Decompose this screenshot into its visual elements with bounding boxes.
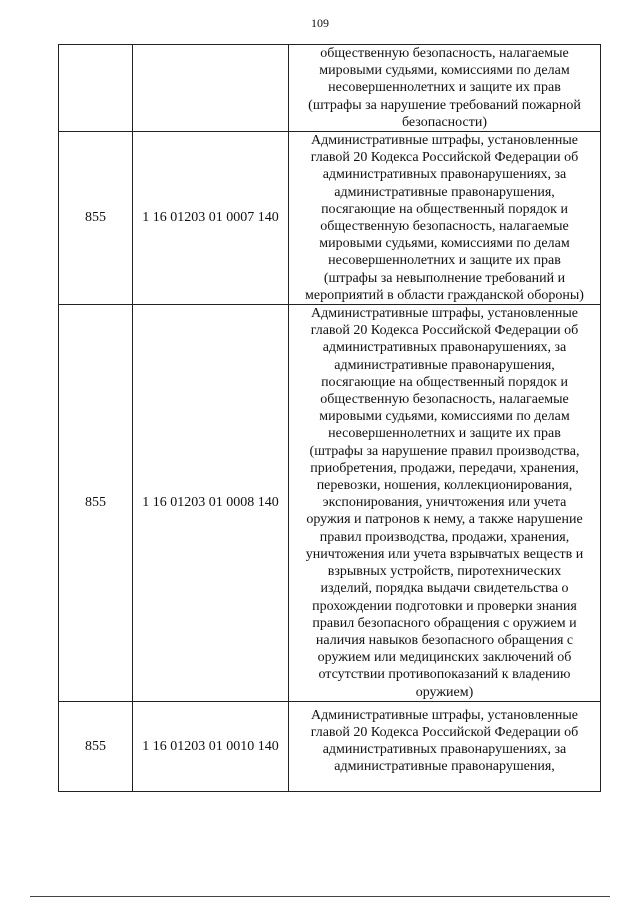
kbk-code-cell: 1 16 01203 01 0007 140 [133,132,289,305]
table-row [59,132,601,305]
description-cell: Административные штрафы, установленные главой 20 Кодекса Российской Федерации об административных правонарушениях, за административные правонарушения, посягающие на общественный порядок и общественную безопасность, налагаемые мировыми судьями, комиссиями по делам несовершеннолетних и защите их прав (штрафы за нарушение правил производства, приобретения, продажи, передачи, хранения, перевозки, ношения, коллекционирования, экспонирования, уничтожения или учета оружия и патронов к нему, а также нарушение правил производства, продажи, хранения, уничтожения или учета взрывчатых веществ и взрывных устройств, пиротехнических изделий, порядка выдачи свидетельства о прохождении подготовки и проверки знания правил безопасного обращения с оружием и наличия навыков безопасного обращения с оружием или медицинских заключений об отсутствии противопоказаний к владению оружием) [289,305,601,702]
description-cell: общественную безопасность, налагаемые мировыми судьями, комиссиями по делам несовершеннолетних и защите их прав (штрафы за нарушение требований пожарной безопасности) [289,45,601,132]
table-row [59,701,601,791]
table-row [59,305,601,702]
admin-code-cell: 855 [59,132,133,305]
description-cell: Административные штрафы, установленные главой 20 Кодекса Российской Федерации об административных правонарушениях, за административные правонарушения, [289,701,601,791]
table-row [59,45,601,132]
footer-divider [30,896,610,897]
budget-classification-table [58,44,601,792]
kbk-code-cell: 1 16 01203 01 0008 140 [133,305,289,702]
admin-code-cell: 855 [59,305,133,702]
kbk-code-cell: 1 16 01203 01 0010 140 [133,701,289,791]
description-cell: Административные штрафы, установленные главой 20 Кодекса Российской Федерации об административных правонарушениях, за административные правонарушения, посягающие на общественный порядок и общественную безопасность, налагаемые мировыми судьями, комиссиями по делам несовершеннолетних и защите их прав (штрафы за невыполнение требований и мероприятий в области гражданской обороны) [289,132,601,305]
admin-code-cell: 855 [59,701,133,791]
page-number: 109 [311,16,329,30]
admin-code-cell [59,45,133,132]
kbk-code-cell [133,45,289,132]
